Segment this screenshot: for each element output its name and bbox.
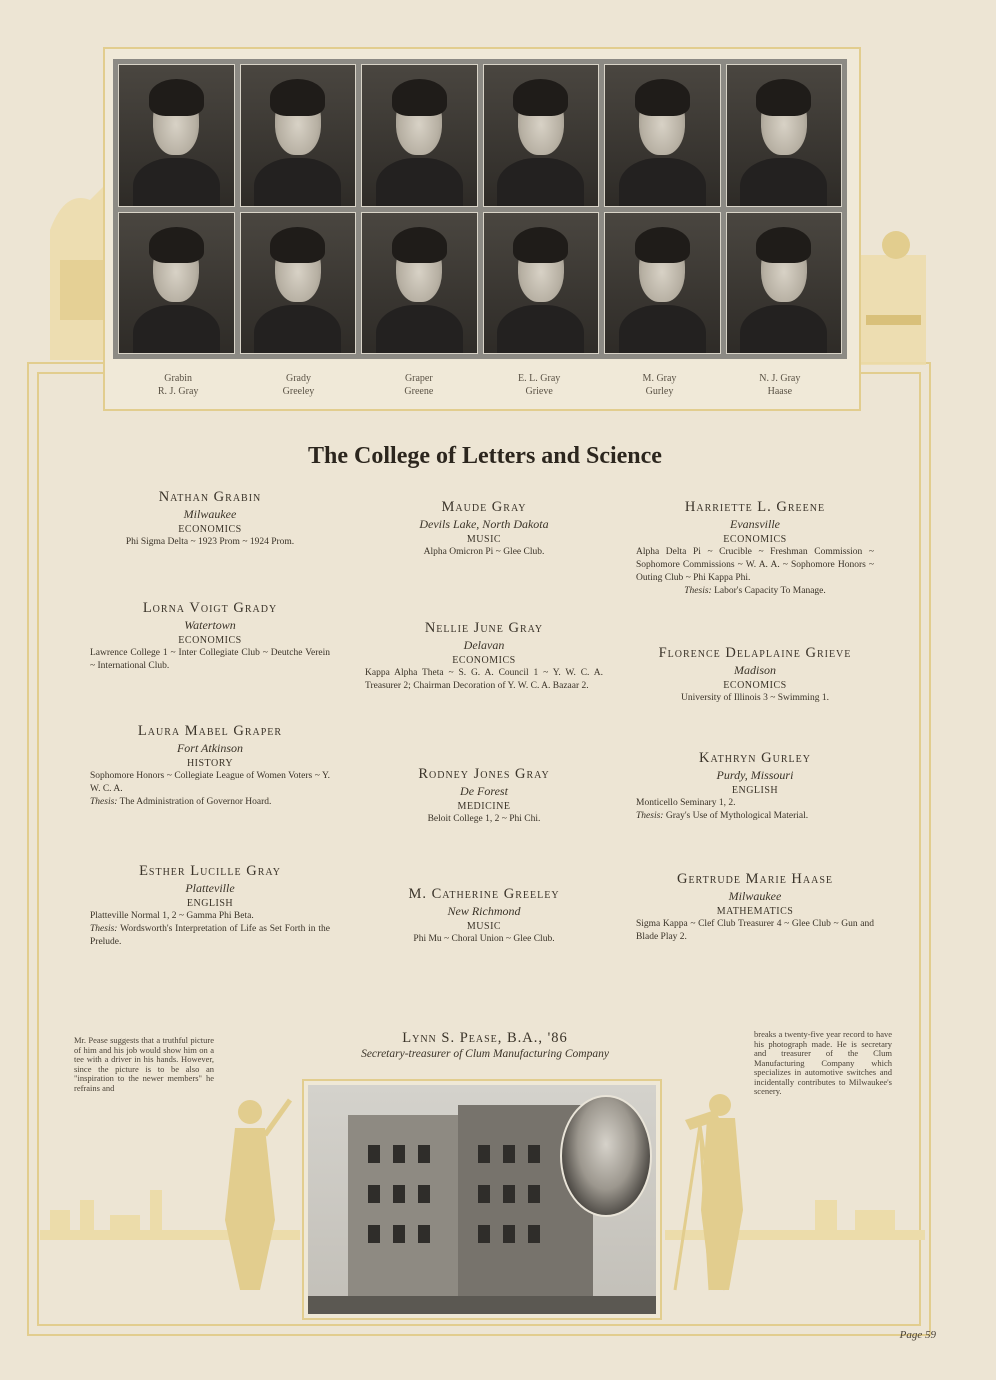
student-name: Esther Lucille Gray [139, 863, 281, 879]
student-department: ECONOMICS [723, 680, 787, 691]
portrait-grady [240, 64, 357, 207]
portrait-greene [361, 212, 478, 355]
thesis-title: Wordsworth's Interpretation of Life as Set Forth in the Prelude. [90, 924, 330, 947]
student-thesis [90, 796, 330, 809]
thesis-label: Thesis: [90, 924, 118, 934]
thesis-label: Thesis: [684, 586, 712, 596]
student-name: Nathan Grabin [158, 489, 262, 505]
student-activities: Platteville Normal 1, 2 ~ Gamma Phi Beta. [90, 911, 254, 921]
thesis-title: The Administration of Governor Hoard. [119, 797, 272, 807]
student-activities: Alpha Delta Pi ~ Crucible ~ Freshman Commission ~ Sophomore Commissions ~ W. A. A. ~ Sophomore Honors ~ Outing Club ~ Phi Kappa Phi. [636, 547, 874, 583]
student-department: ECONOMICS [178, 635, 242, 646]
student-hometown: Evansville [730, 517, 780, 531]
portrait-rj-gray [118, 212, 235, 355]
student-activities: University of Illinois 3 ~ Swimming 1. [681, 693, 829, 703]
portrait-grieve [483, 212, 600, 355]
caption-column [720, 372, 840, 402]
student-department: ECONOMICS [723, 534, 787, 545]
portrait-panel [103, 47, 861, 411]
student-entry [636, 749, 874, 823]
student-activities: Kappa Alpha Theta ~ S. G. A. Council 1 ~ Y. W. C. A. Treasurer 2; Chairman Decoration of Y. W. C. A. Bazaar 2. [365, 668, 603, 691]
student-thesis [636, 585, 874, 598]
portrait-haase [726, 212, 843, 355]
alumnus-portrait [560, 1095, 652, 1217]
student-hometown: Platteville [185, 881, 235, 895]
student-entry [365, 498, 603, 559]
student-hometown: Milwaukee [183, 507, 237, 521]
student-thesis [636, 810, 874, 823]
student-name: Nellie June Gray [424, 620, 544, 636]
caption-column [118, 372, 238, 402]
student-name: Lorna Voigt Grady [142, 600, 278, 616]
student-activities: Lawrence College 1 ~ Inter Collegiate Club ~ Deutche Verein ~ International Club. [90, 648, 330, 671]
student-hometown: De Forest [460, 784, 508, 798]
student-name: Kathryn Gurley [699, 750, 811, 766]
portrait-grid [113, 59, 847, 359]
alumnus-story-left: Mr. Pease suggests that a truthful picture of him and his job would show him on a tee with a driver in his hands. However, since the picture is to be also an "inspiration to the newer members" he refrains and [74, 1035, 214, 1093]
student-name: Florence Delaplaine Grieve [658, 645, 852, 661]
left-figure-illustration [40, 1090, 300, 1320]
right-figure-illustration [665, 1090, 925, 1320]
student-department: ECONOMICS [452, 655, 516, 666]
student-entry [90, 722, 330, 809]
portrait-graper [361, 64, 478, 207]
student-department: ENGLISH [186, 898, 234, 909]
student-name: Rodney Jones Gray [418, 766, 550, 782]
portrait-nj-gray [726, 64, 843, 207]
student-department: MEDICINE [457, 801, 511, 812]
student-hometown: Fort Atkinson [176, 741, 244, 755]
student-department: MUSIC [466, 534, 502, 545]
caption-bottom: Grieve [525, 386, 553, 397]
caption-column [238, 372, 358, 402]
student-activities: Phi Sigma Delta ~ 1923 Prom ~ 1924 Prom. [125, 537, 295, 547]
student-entry [365, 619, 603, 693]
student-hometown: Delavan [463, 638, 505, 652]
student-department: HISTORY [186, 758, 234, 769]
caption-top: E. L. Gray [518, 373, 561, 384]
street [308, 1296, 656, 1314]
page-number: Page 59 [899, 1329, 936, 1341]
student-entry [636, 498, 874, 598]
student-entry [90, 862, 330, 949]
student-hometown: Watertown [184, 618, 236, 632]
student-hometown: Purdy, Missouri [716, 768, 794, 782]
student-name: Maude Gray [441, 499, 527, 515]
student-hometown: Madison [734, 663, 776, 677]
thesis-title: Gray's Use of Mythological Material. [665, 811, 809, 821]
student-activities: Alpha Omicron Pi ~ Glee Club. [423, 547, 545, 557]
right-ornament-illustration [856, 195, 936, 365]
caption-top: N. J. Gray [759, 373, 801, 384]
alumnus-name: Lynn S. Pease, B.A., '86 [402, 1030, 568, 1046]
portrait-captions [118, 372, 840, 402]
caption-column [359, 372, 479, 402]
caption-bottom: Haase [767, 386, 793, 397]
thesis-title: Labor's Capacity To Manage. [714, 586, 826, 596]
student-name: M. Catherine Greeley [408, 886, 560, 902]
student-entry [365, 885, 603, 946]
portrait-grabin [118, 64, 235, 207]
student-hometown: Devils Lake, North Dakota [419, 517, 549, 531]
caption-top: M. Gray [642, 373, 677, 384]
student-activities: Sophomore Honors ~ Collegiate League of Women Voters ~ Y. W. C. A. [90, 771, 330, 794]
alumnus-title: Secretary-treasurer of Clum Manufacturing Company [361, 1048, 609, 1060]
student-department: ENGLISH [731, 785, 779, 796]
alumnus-story-right: breaks a twenty-five year record to have his photograph made. He is secretary and treasurer of the Clum Manufacturing Company which specializes in automotive switches and incidentally contributes to Milwaukee's scenery. [754, 1029, 892, 1096]
student-hometown: Milwaukee [728, 889, 782, 903]
student-activities: Sigma Kappa ~ Clef Club Treasurer 4 ~ Glee Club ~ Gun and Blade Play 2. [636, 919, 874, 942]
thesis-label: Thesis: [636, 811, 664, 821]
caption-bottom: Greene [404, 386, 434, 397]
caption-top: Grady [285, 373, 311, 384]
student-entry [90, 599, 330, 673]
factory-building-photo [302, 1079, 662, 1320]
caption-top: Grabin [164, 373, 193, 384]
student-department: MUSIC [466, 921, 502, 932]
caption-column [599, 372, 719, 402]
building-photo-image [308, 1085, 656, 1314]
student-activities: Phi Mu ~ Choral Union ~ Glee Club. [413, 934, 555, 944]
student-department: MATHEMATICS [716, 906, 794, 917]
student-name: Harriette L. Greene [684, 499, 826, 515]
student-entry [365, 765, 603, 826]
caption-bottom: Greeley [282, 386, 315, 397]
student-entry [636, 870, 874, 944]
student-entry [636, 644, 874, 705]
student-thesis [90, 923, 330, 949]
student-hometown: New Richmond [447, 904, 521, 918]
student-entry [90, 488, 330, 549]
page-title: The College of Letters and Science [308, 443, 662, 469]
student-name: Laura Mabel Graper [137, 723, 283, 739]
portrait-m-gray [604, 64, 721, 207]
portrait-greeley [240, 212, 357, 355]
student-activities: Beloit College 1, 2 ~ Phi Chi. [427, 814, 541, 824]
thesis-label: Thesis: [90, 797, 118, 807]
caption-bottom: Gurley [645, 386, 674, 397]
student-activities: Monticello Seminary 1, 2. [636, 798, 736, 808]
caption-bottom: R. J. Gray [157, 386, 199, 397]
student-name: Gertrude Marie Haase [676, 871, 834, 887]
caption-column [479, 372, 599, 402]
student-department: ECONOMICS [178, 524, 242, 535]
caption-top: Graper [404, 373, 433, 384]
portrait-el-gray [483, 64, 600, 207]
portrait-gurley [604, 212, 721, 355]
